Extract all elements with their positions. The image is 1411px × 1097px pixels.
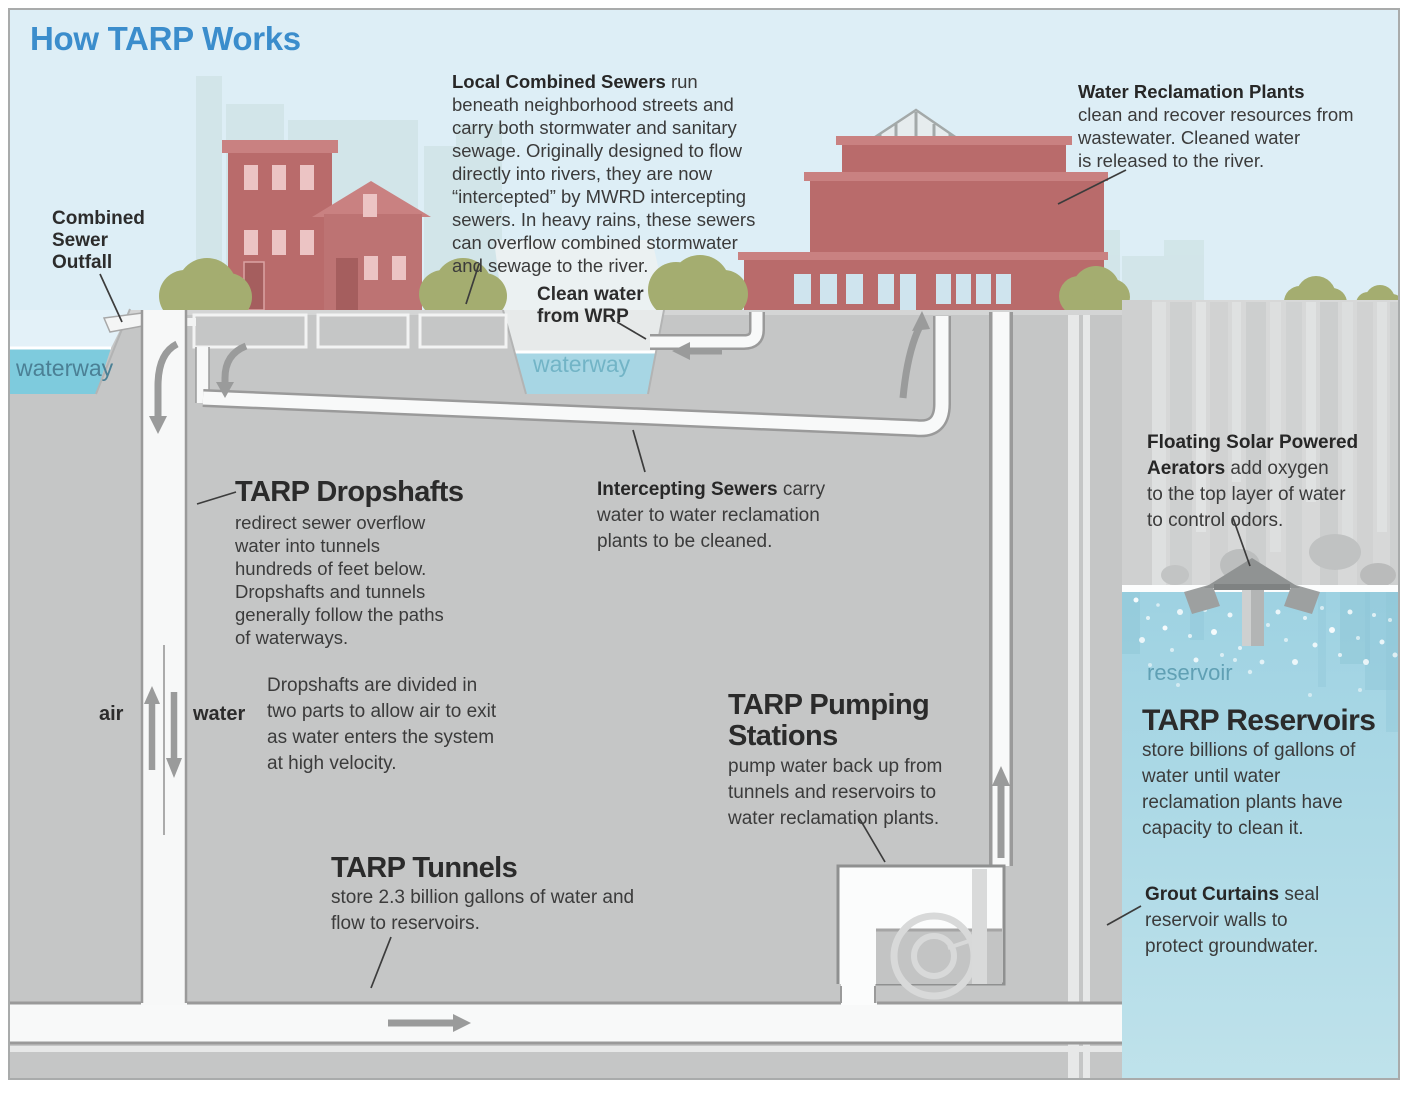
label-clean-water-from-wrp: Clean water from WRP xyxy=(537,284,644,327)
label-waterway-middle: waterway xyxy=(533,351,631,377)
reservoir xyxy=(1122,300,1403,1080)
callout-water-reclamation-plants: Water Reclamation Plants clean and recover resources from wastewater. Cleaned water is released to the river. xyxy=(1078,81,1354,171)
callout-grout-curtains: Grout Curtains seal reservoir walls to protect groundwater. xyxy=(1145,884,1320,957)
callout-intercepting-sewers: Intercepting Sewers carry water to water reclamation plants to be cleaned. xyxy=(597,479,826,552)
callout-tarp-tunnels: TARP Tunnels store 2.3 billion gallons of water and flow to reservoirs. xyxy=(331,852,635,934)
callout-tarp-pumping-stations: TARP Pumping Stations pump water back up from tunnels and reservoirs to water reclamation plants. xyxy=(728,689,943,829)
callout-floating-solar-aerators: Floating Solar Powered Aerators add oxygen to the top layer of water to control odors. xyxy=(1147,432,1359,531)
grout-curtain-stripes xyxy=(1068,315,1090,1080)
label-waterway-left: waterway xyxy=(16,355,114,381)
callout-dropshaft-note: Dropshafts are divided in two parts to allow air to exit as water enters the system at high velocity. xyxy=(267,675,497,774)
label-reservoir: reservoir xyxy=(1147,660,1233,685)
callout-tarp-reservoirs: TARP Reservoirs store billions of gallons of water until water reclamation plants have capacity to clean it. xyxy=(1142,704,1376,839)
callout-tarp-dropshafts: TARP Dropshafts redirect sewer overflow water into tunnels hundreds of feet below. Dropshafts and tunnels generally follow the paths of waterways. xyxy=(235,476,464,648)
label-combined-sewer-outfall: Combined Sewer Outfall xyxy=(52,208,145,273)
tarp-dropshaft xyxy=(142,310,186,1005)
page-title: How TARP Works xyxy=(30,20,301,57)
callout-local-combined-sewers: Local Combined Sewers run beneath neighborhood streets and carry both stormwater and sanitary sewage. Originally designed to flow directly into rivers, they are now “intercepted” by MWRD intercepting sewers. In heavy rains, these sewers can overflow combined stormwater and sewage to the river. xyxy=(452,71,756,276)
label-water: water xyxy=(193,703,246,725)
pumping-station xyxy=(838,866,1004,1005)
label-air: air xyxy=(99,703,124,725)
